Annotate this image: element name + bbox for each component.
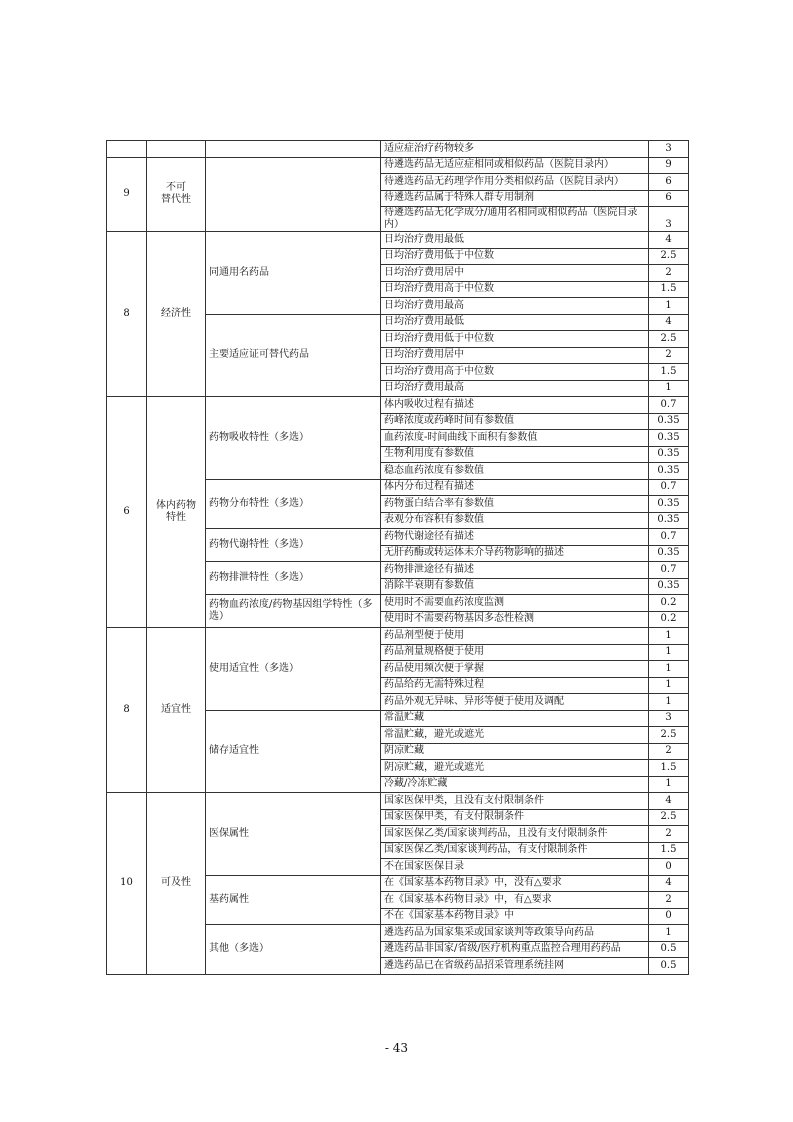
score-cell: 1: [649, 628, 689, 645]
weight-cell: 9: [107, 157, 147, 232]
score-cell: 1: [649, 677, 689, 694]
category-label: 体内药物 特性: [156, 500, 196, 523]
subcategory-cell: 药物血药浓度/药物基因组学特性（多选）: [206, 595, 381, 628]
score-cell: 1: [649, 661, 689, 678]
criterion-cell: 药品给药无需特殊过程: [381, 677, 649, 694]
criterion-cell: 无肝药酶或转运体未介导药物影响的描述: [381, 545, 649, 562]
subcategory-cell: 同通用名药品: [206, 232, 381, 315]
weight-cell: 8: [107, 628, 147, 793]
table-cell: [147, 141, 206, 158]
subcategory-cell: 使用适宜性（多选）: [206, 628, 381, 711]
weight-cell: 6: [107, 397, 147, 628]
score-cell: 0.2: [649, 611, 689, 628]
score-cell: 0.35: [649, 545, 689, 562]
subcategory-cell: 医保属性: [206, 793, 381, 876]
criterion-cell: 日均治疗费用最高: [381, 380, 649, 397]
score-cell: 2: [649, 265, 689, 282]
criterion-cell: 待遴选药品无适应症相同或相似药品（医院目录内）: [381, 157, 649, 174]
category-cell: [147, 157, 206, 232]
score-cell: 1.5: [649, 842, 689, 859]
subcategory-cell: 药物代谢特性（多选）: [206, 529, 381, 562]
score-cell: 0.7: [649, 397, 689, 414]
score-cell: 0.35: [649, 463, 689, 480]
table-cell: [206, 141, 381, 158]
criterion-cell: 在《国家基本药物目录》中，有△要求: [381, 892, 649, 909]
criterion-cell: 药品剂量规格便于使用: [381, 644, 649, 661]
criterion-cell: 常温贮藏: [381, 710, 649, 727]
table-row: [107, 793, 689, 810]
score-cell: 1: [649, 694, 689, 711]
score-cell: 1: [649, 298, 689, 315]
table-row: [107, 232, 689, 249]
score-cell: 1.5: [649, 760, 689, 777]
score-cell: 4: [649, 314, 689, 331]
subcategory-cell: 药物排泄特性（多选）: [206, 562, 381, 595]
criterion-cell: 表观分布容积有参数值: [381, 512, 649, 529]
criterion-cell: 日均治疗费用低于中位数: [381, 331, 649, 348]
score-cell: 3: [649, 710, 689, 727]
table-cell: 3: [649, 141, 689, 158]
criterion-cell: 使用时不需要药物基因多态性检测: [381, 611, 649, 628]
subcategory-cell: 主要适应证可替代药品: [206, 314, 381, 397]
table-row: [107, 628, 689, 645]
table-row: [107, 157, 689, 174]
score-cell: 0.7: [649, 529, 689, 546]
score-cell: 1: [649, 644, 689, 661]
score-cell: 0.35: [649, 413, 689, 430]
subcategory-cell: 药物分布特性（多选）: [206, 479, 381, 529]
criterion-cell: 药物蛋白结合率有参数值: [381, 496, 649, 513]
criterion-cell: 血药浓度-时间曲线下面积有参数值: [381, 430, 649, 447]
criterion-cell: 待遴选药品无化学成分/通用名相同或相似药品（医院目录内）: [381, 207, 649, 232]
score-cell: 2.5: [649, 727, 689, 744]
score-cell: 0.7: [649, 479, 689, 496]
score-cell: 2: [649, 743, 689, 760]
criterion-cell: 日均治疗费用高于中位数: [381, 281, 649, 298]
weight-cell: 8: [107, 232, 147, 397]
score-cell: 1: [649, 380, 689, 397]
score-cell: 0: [649, 908, 689, 925]
score-cell: 1.5: [649, 364, 689, 381]
criterion-cell: 在《国家基本药物目录》中，没有△要求: [381, 875, 649, 892]
criterion-cell: 常温贮藏，避光或遮光: [381, 727, 649, 744]
category-cell: [147, 397, 206, 628]
criterion-cell: 消除半衰期有参数值: [381, 578, 649, 595]
score-cell: 0.5: [649, 958, 689, 975]
criterion-cell: 国家医保甲类，且没有支付限制条件: [381, 793, 649, 810]
score-cell: 2: [649, 892, 689, 909]
score-cell: 0: [649, 859, 689, 876]
criterion-cell: 国家医保乙类/国家谈判药品，有支付限制条件: [381, 842, 649, 859]
criterion-cell: 国家医保甲类，有支付限制条件: [381, 809, 649, 826]
score-cell: 3: [649, 207, 689, 232]
criterion-cell: 药峰浓度或药峰时间有参数值: [381, 413, 649, 430]
table-cell: 适应症治疗药物较多: [381, 141, 649, 158]
criterion-cell: 日均治疗费用居中: [381, 265, 649, 282]
table-cell: [107, 141, 147, 158]
category-label: 不可 替代性: [161, 182, 191, 206]
criterion-cell: 阴凉贮藏: [381, 743, 649, 760]
criterion-cell: 遴选药品已在省级药品招采管理系统挂网: [381, 958, 649, 975]
score-cell: 6: [649, 174, 689, 191]
subcategory-cell: 储存适宜性: [206, 710, 381, 793]
criterion-cell: 待遴选药品无药理学作用分类相似药品（医院目录内）: [381, 174, 649, 191]
criterion-cell: 药物代谢途径有描述: [381, 529, 649, 546]
page-number: - 43: [384, 1041, 409, 1055]
criterion-cell: 药品外观无异味、异形等便于使用及调配: [381, 694, 649, 711]
subcategory-cell: [206, 157, 381, 232]
category-cell: 适宜性: [147, 628, 206, 793]
score-cell: 0.7: [649, 562, 689, 579]
criterion-cell: 不在《国家基本药物目录》中: [381, 908, 649, 925]
criterion-cell: 日均治疗费用最高: [381, 298, 649, 315]
criterion-cell: 遴选药品为国家集采或国家谈判等政策导向药品: [381, 925, 649, 942]
table-row: [107, 397, 689, 414]
criterion-cell: 稳态血药浓度有参数值: [381, 463, 649, 480]
criterion-cell: 生物利用度有参数值: [381, 446, 649, 463]
criteria-table: [106, 140, 689, 975]
criterion-cell: 冷藏/冷冻贮藏: [381, 776, 649, 793]
criterion-cell: 药品剂型便于使用: [381, 628, 649, 645]
score-cell: 2.5: [649, 809, 689, 826]
criterion-cell: 待遴选药品属于特殊人群专用制剂: [381, 190, 649, 207]
score-cell: 4: [649, 793, 689, 810]
category-cell: 可及性: [147, 793, 206, 975]
criterion-cell: 国家医保乙类/国家谈判药品，且没有支付限制条件: [381, 826, 649, 843]
criterion-cell: 日均治疗费用最低: [381, 232, 649, 249]
score-cell: 2.5: [649, 248, 689, 265]
criterion-cell: 阴凉贮藏，避光或遮光: [381, 760, 649, 777]
score-cell: 4: [649, 232, 689, 249]
score-cell: 2: [649, 826, 689, 843]
criterion-cell: 体内吸收过程有描述: [381, 397, 649, 414]
score-cell: 1: [649, 925, 689, 942]
criterion-cell: 日均治疗费用高于中位数: [381, 364, 649, 381]
score-cell: 0.35: [649, 512, 689, 529]
criterion-cell: 使用时不需要血药浓度监测: [381, 595, 649, 612]
subcategory-cell: 药物吸收特性（多选）: [206, 397, 381, 480]
category-cell: 经济性: [147, 232, 206, 397]
criterion-cell: 不在国家医保目录: [381, 859, 649, 876]
score-cell: 9: [649, 157, 689, 174]
table-row: [107, 141, 689, 158]
subcategory-cell: 其他（多选）: [206, 925, 381, 975]
criterion-cell: 药物排泄途径有描述: [381, 562, 649, 579]
score-cell: 0.35: [649, 446, 689, 463]
criterion-cell: 日均治疗费用居中: [381, 347, 649, 364]
score-cell: 6: [649, 190, 689, 207]
score-cell: 1: [649, 776, 689, 793]
weight-cell: 10: [107, 793, 147, 975]
criterion-cell: 日均治疗费用低于中位数: [381, 248, 649, 265]
score-cell: 0.2: [649, 595, 689, 612]
criterion-cell: 药品使用频次便于掌握: [381, 661, 649, 678]
score-cell: 1.5: [649, 281, 689, 298]
score-cell: 4: [649, 875, 689, 892]
criterion-cell: 体内分布过程有描述: [381, 479, 649, 496]
subcategory-cell: 基药属性: [206, 875, 381, 925]
score-cell: 0.35: [649, 430, 689, 447]
score-cell: 0.35: [649, 578, 689, 595]
criterion-cell: 遴选药品非国家/省级/医疗机构重点监控合理用药药品: [381, 941, 649, 958]
criterion-cell: 日均治疗费用最低: [381, 314, 649, 331]
score-cell: 0.35: [649, 496, 689, 513]
score-cell: 2: [649, 347, 689, 364]
score-cell: 0.5: [649, 941, 689, 958]
score-cell: 2.5: [649, 331, 689, 348]
